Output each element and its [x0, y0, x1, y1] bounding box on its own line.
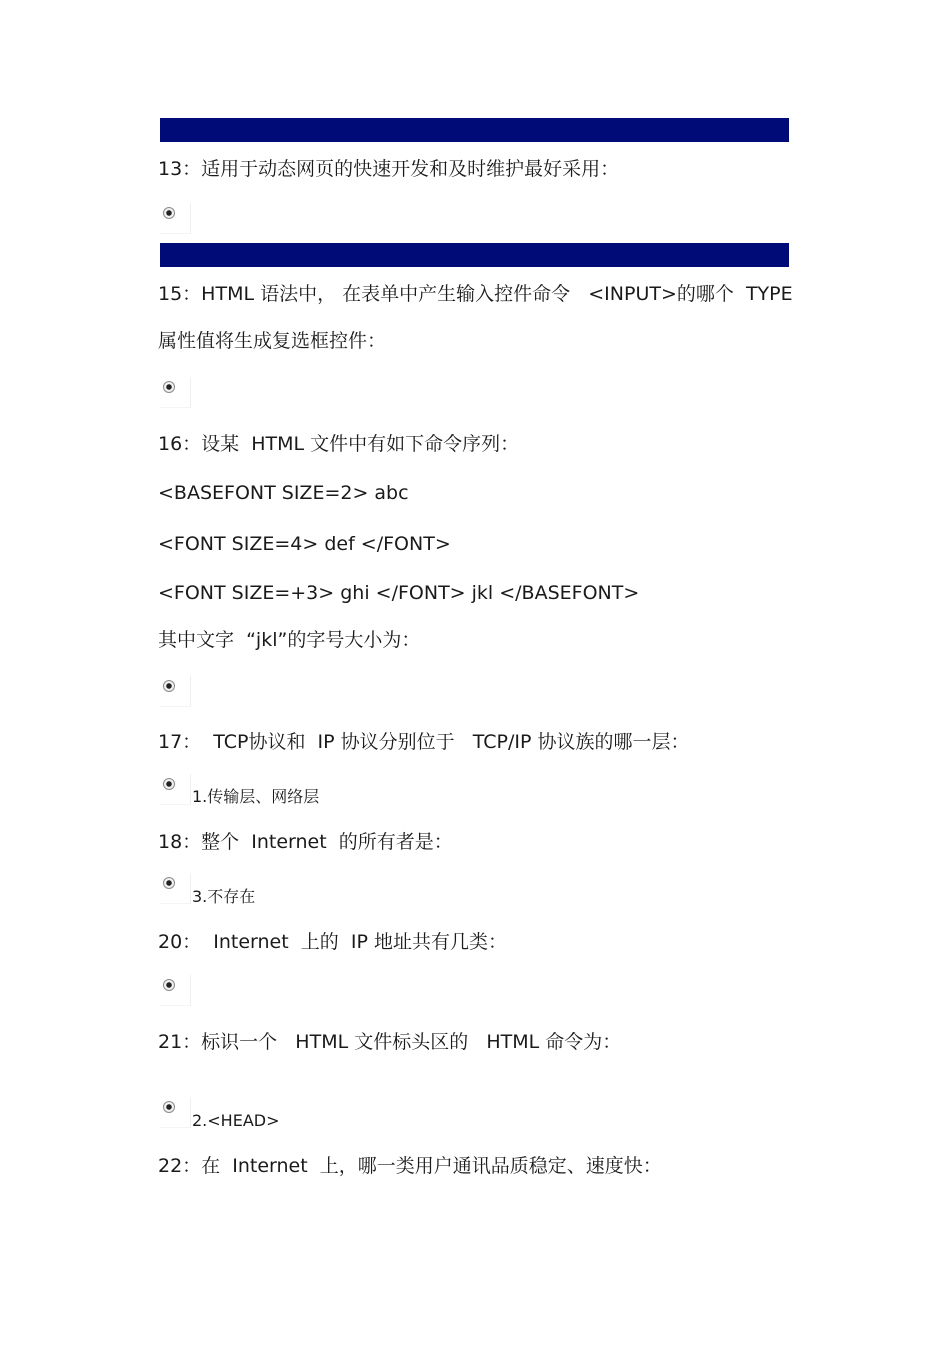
radio-selected-icon — [163, 381, 175, 393]
question-13: 13：适用于动态网页的快速开发和及时维护最好采用： — [158, 158, 620, 180]
radio-button[interactable] — [160, 1097, 191, 1128]
question-15-line2: 属性值将生成复选框控件： — [158, 330, 387, 352]
question-22: 22：在 Internet 上，哪一类用户通讯品质稳定、速度快： — [158, 1155, 662, 1177]
question-21-answer: 2.<HEAD> — [192, 1111, 280, 1130]
question-16-tail: 其中文字 “jkl”的字号大小为： — [158, 629, 421, 651]
radio-button[interactable] — [160, 676, 191, 707]
radio-selected-icon — [163, 778, 175, 790]
question-17: 17： TCP协议和 IP 协议分别位于 TCP/IP 协议族的哪一层： — [158, 731, 690, 753]
question-18-answer: 3.不存在 — [192, 887, 256, 906]
question-18: 18：整个 Internet 的所有者是： — [158, 831, 453, 853]
radio-button[interactable] — [160, 774, 191, 805]
radio-button[interactable] — [160, 975, 191, 1006]
question-16: 16：设某 HTML 文件中有如下命令序列： — [158, 433, 520, 455]
question-20: 20： Internet 上的 IP 地址共有几类： — [158, 931, 507, 953]
question-21: 21：标识一个 HTML 文件标头区的 HTML 命令为： — [158, 1031, 622, 1053]
radio-selected-icon — [163, 680, 175, 692]
question-16-code-1: <BASEFONT SIZE=2> abc — [158, 482, 409, 504]
question-15-line1: 15：HTML 语法中， 在表单中产生输入控件命令 <INPUT>的哪个 TYPE — [158, 283, 793, 305]
question-16-code-3: <FONT SIZE=+3> ghi </FONT> jkl </BASEFONT> — [158, 582, 640, 604]
radio-button[interactable] — [160, 203, 191, 234]
radio-selected-icon — [163, 1101, 175, 1113]
radio-button[interactable] — [160, 873, 191, 904]
question-header-bar — [160, 243, 789, 267]
question-16-code-2: <FONT SIZE=4> def </FONT> — [158, 533, 451, 555]
radio-button[interactable] — [160, 377, 191, 408]
question-17-answer: 1.传输层、网络层 — [192, 787, 320, 806]
question-header-bar — [160, 118, 789, 142]
radio-selected-icon — [163, 207, 175, 219]
radio-selected-icon — [163, 877, 175, 889]
radio-selected-icon — [163, 979, 175, 991]
